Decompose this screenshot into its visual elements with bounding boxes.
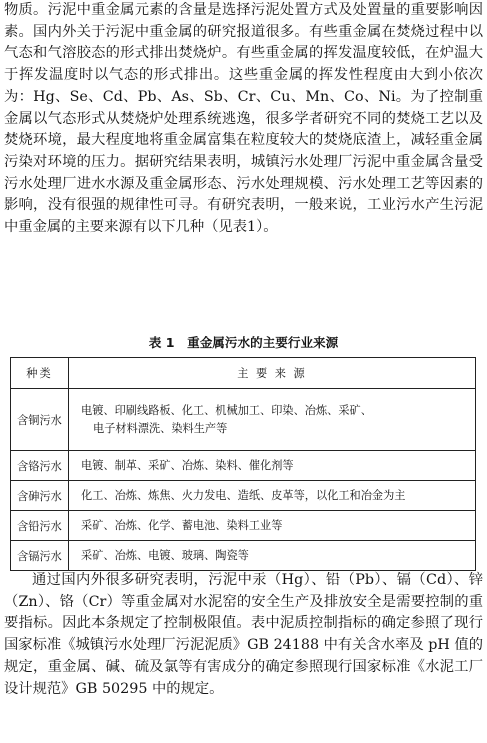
header-kind: 种类: [11, 358, 69, 389]
row-source: [69, 541, 476, 571]
heavy-metal-source-table: [10, 357, 476, 571]
row-source-line: 电镀、印刷线路板、化工、机械加工、印染、冶炼、采矿、: [81, 403, 372, 417]
row-kind: 含铅污水: [11, 511, 69, 541]
row-source: [69, 481, 476, 511]
intro-paragraph: 物质。污泥中重金属元素的含量是选择污泥处置方式及处置量的重要影响因素。国内外关于污泥中重金属的研究报道很多。有些重金属在焚烧过程中以气态和气溶胶态的形式排出焚烧炉。有些重金属的挥发温度较低，在炉温大于挥发温度时以气态的形式排出。这些重金属的挥发性程度由大到小依次为：Hg、Se、Cd、Pb、As、Sb、Cr、Cu、Mn、Co、Ni。为了控制重金属以气态形式从焚烧炉处理系统逃逸，很多学者研究不同的焚烧工艺以及焚烧环境，最大程度地将重金属富集在粒度较大的焚烧底渣上，减轻重金属污染对环境的压力。据研究结果表明，城镇污水处理厂污泥中重金属含量受污水处理厂进水水源及重金属形态、污水处理规模、污水处理工艺等因素的影响，没有很强的规律性可寻。有研究表明，一般来说，工业污水产生污泥中重金属的主要来源有以下几种（见表1）。: [4, 2, 483, 236]
row-source: [69, 389, 476, 451]
row-kind: 含铜污水: [11, 389, 69, 451]
row-kind: 含铬污水: [11, 451, 69, 481]
table-caption: 表 1 重金属污水的主要行业来源: [148, 335, 339, 350]
table-row: [11, 481, 476, 511]
table-row: [11, 389, 476, 451]
row-kind: 含砷污水: [11, 481, 69, 511]
table-row: [11, 541, 476, 571]
closing-paragraph: 通过国内外很多研究表明，污泥中汞（Hg）、铅（Pb）、镉（Cd）、锌（Zn）、铬（Cr）等重金属对水泥窑的安全生产及排放安全是需要控制的重要指标。因此本条规定了控制极限值。表中泥质控制指标的确定参照了现行国家标准《城镇污水处理厂污泥泥质》GB 24188 中有关含水率及 pH 值的规定，重金属、碱、硫及氯等有害成分的确定参照现行国家标准《水泥工厂设计规范》GB 50295 中的规定。: [4, 572, 483, 697]
row-source-line: 电镀、制革、采矿、冶炼、染料、催化剂等: [81, 458, 294, 472]
row-source: [69, 511, 476, 541]
table-header-row: [11, 358, 476, 389]
row-source-line: 化工、冶炼、炼焦、火力发电、造纸、皮革等，以化工和冶金为主: [81, 488, 406, 502]
table-row: [11, 451, 476, 481]
row-kind: 含镉污水: [11, 541, 69, 571]
row-source-line: 采矿、冶炼、化学、蓄电池、染料工业等: [81, 518, 283, 532]
table-row: [11, 511, 476, 541]
row-source: [69, 451, 476, 481]
row-source-line: 采矿、冶炼、电镀、玻璃、陶瓷等: [81, 548, 249, 562]
row-source-line: 电子材料漂洗、染料生产等: [93, 421, 228, 435]
header-source: 主 要 来 源: [69, 358, 476, 389]
